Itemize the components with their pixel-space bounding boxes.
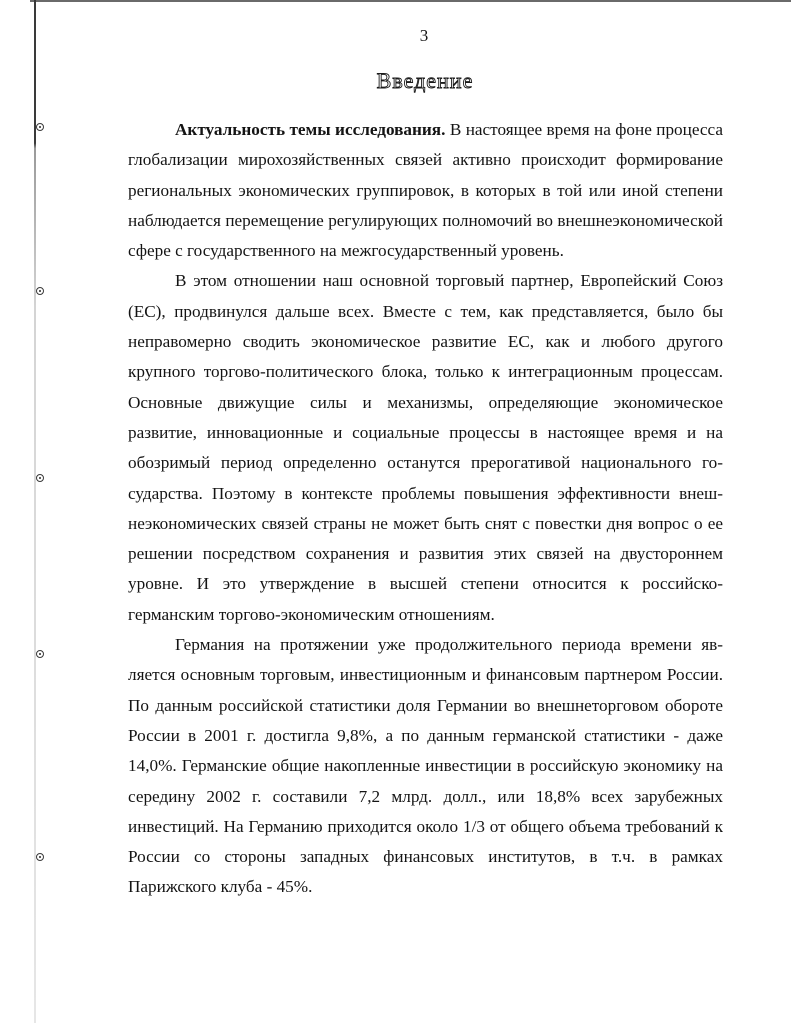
- section-title: Введение: [376, 68, 474, 93]
- paragraph: [128, 630, 723, 903]
- paragraph-text: Германия на протяжении уже продолжительного периода времени является основным торговым, инвестиционным и финансовым партнером России. По данным российской статистики доля Германии во внешнеторговом обороте России в 2001 г. достигла 9,8%, а по данным германской статистики - даже 14,0%. Германские общие накопленные инвестиции в российскую экономику на середину 2002 г. составили 7,2 млрд. долл., или 18,8% всех зарубежных инвестиций. На Германию приходится около 1/3 от общего объема требований к России со стороны западных финансовых институтов, в т.ч. в рамках Парижского клуба - 45%.: [128, 635, 723, 897]
- binder-hole-mark: [36, 474, 44, 482]
- paragraph-text: В настоящее время на фоне процесса глобализации мирохозяйственных связей активно происходит формирование региональных экономических группировок, в которых в той или иной степени наблюдается перемещение регулирующих полномочий во внешнеэкономической сфере с государственного на межгосударственный уровень.: [128, 120, 723, 261]
- scan-top-edge: [30, 0, 791, 2]
- binder-hole-mark: [36, 853, 44, 861]
- paragraph-lead: Актуальность темы исследования.: [175, 120, 446, 139]
- binder-hole-mark: [36, 650, 44, 658]
- binder-hole-mark: [36, 287, 44, 295]
- paragraph: [128, 266, 723, 630]
- scan-left-edge: [34, 0, 36, 1023]
- page-number: 3: [419, 26, 429, 45]
- paragraph: [128, 115, 723, 266]
- body-text: [128, 115, 723, 903]
- binder-hole-mark: [36, 123, 44, 131]
- paragraph-text: В этом отношении наш основной торговый партнер, Европейский Союз (ЕС), продвинулся дальше всех. Вместе с тем, как представляется, было бы неправомерно сводить экономическое развитие ЕС, как и любого другого крупного торгово-политического блока, только к интеграционным процессам. Основные движущие силы и механизмы, определяющие экономическое развитие, инновационные и социальные процессы в настоящее время и на обозримый период определенно останутся прерогативой национального государства. Поэтому в контексте проблемы повышения эффективности внешнеэкономических связей страны не может быть снят с повестки дня вопрос о ее решении посредством сохранения и развития этих связей на двустороннем уровне. И это утверждение в высшей степени относится к российско-германским торгово-экономическим отношениям.: [128, 271, 723, 624]
